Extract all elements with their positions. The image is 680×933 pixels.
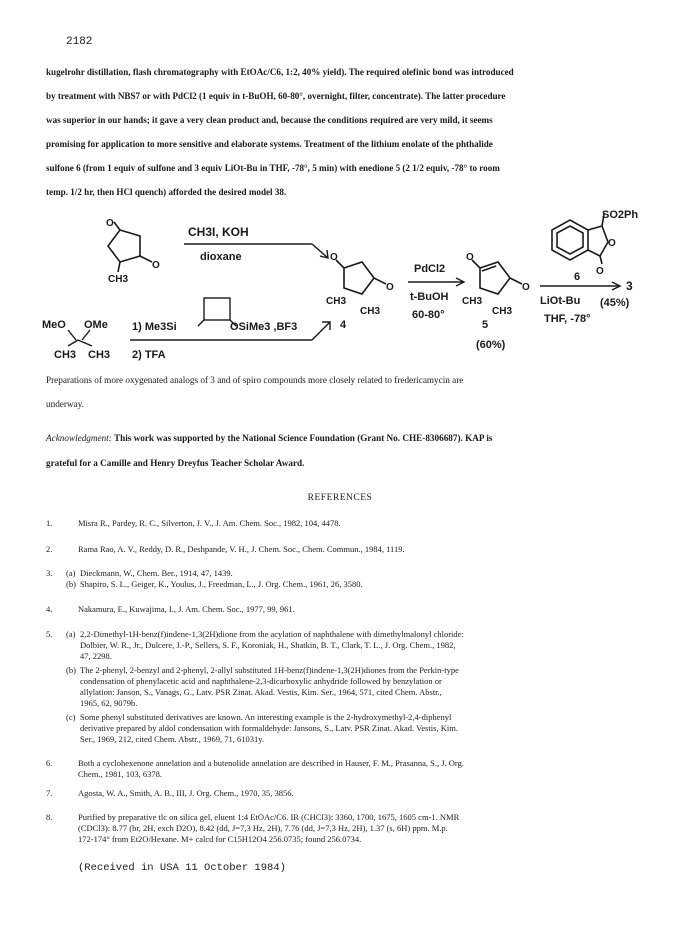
oxygen-label: O xyxy=(466,252,474,263)
compound-4-structure xyxy=(336,260,386,294)
methyl-label: CH3 xyxy=(88,349,111,361)
oxygen-label: O xyxy=(106,218,114,229)
compound-number: 6 xyxy=(574,271,581,283)
solvent-conditions: THF, -78° xyxy=(544,313,591,325)
reference-line: 2,2-Dimethyl-1H-benz(f)indene-1,3(2H)dione from the acylation of naphthalene with dimethylmalonyl chloride: xyxy=(80,629,464,639)
yield-label: (60%) xyxy=(476,339,506,351)
reference-line: 1965, 62, 9079b. xyxy=(80,698,138,708)
reference-line: Purified by preparative tlc on silica gel, eluent 1:4 EtOAc/C6. IR (CHCl3): 3360, 1700, 1675, 1605 cm-1. NMR xyxy=(78,812,460,822)
solvent-tbuoh: t-BuOH xyxy=(410,291,449,303)
reference-line: Some phenyl substituted derivatives are known. An interesting example is the 2-hydroxymethyl-2,4-diphenyl xyxy=(80,712,452,722)
paragraph-line: by treatment with NBS7 or with PdCl2 (1 equiv in t-BuOH, 60-80°, overnight, filter, concentrate). The latter procedure xyxy=(46,91,506,101)
reagent-liotbu: LiOt-Bu xyxy=(540,295,581,307)
acknowledgment-line: grateful for a Camille and Henry Dreyfus Teacher Scholar Award. xyxy=(46,458,305,468)
paragraph-line: promising for application to more sensitive and elaborate systems. Treatment of the lithium enolate of the phthalide xyxy=(46,139,493,149)
paragraph-line: was superior in our hands; it gave a very clean product and, because the conditions required are very mild, it seems xyxy=(46,115,493,125)
starting-dione-structure xyxy=(108,222,152,272)
acknowledgment xyxy=(46,426,638,476)
methyl-label: CH3 xyxy=(360,306,381,317)
reference-line: Chem., 1981, 103, 6378. xyxy=(78,769,163,779)
reference-number: 5. xyxy=(46,629,53,639)
reference-number: 8. xyxy=(46,812,53,822)
caption-line: Preparations of more oxygenated analogs of 3 and of spiro compounds more closely related to fredericamycin are xyxy=(46,375,464,385)
oxygen-label: O xyxy=(152,260,160,271)
reference-line: Rama Rao, A. V., Reddy, D. R., Deshpande, V. H., J. Chem. Soc., Chem. Commun., 1984, 1119. xyxy=(78,544,405,554)
reference-number: 7. xyxy=(46,788,53,798)
methyl-label: CH3 xyxy=(54,349,77,361)
solvent-dioxane: dioxane xyxy=(200,251,242,263)
reference-number: 6. xyxy=(46,758,53,768)
reaction-arrow-pdcl2 xyxy=(408,278,464,286)
oxygen-label: O xyxy=(608,238,616,249)
reagent-tfa: 2) TFA xyxy=(132,349,166,361)
reference-line: Dieckmann, W., Chem. Ber., 1914, 47, 1439. xyxy=(80,568,233,578)
compound-5-structure xyxy=(472,260,522,294)
reference-line: Shapiro, S. L., Geiger, K., Youlus, J., Freedman, L., J. Org. Chem., 1961, 26, 3580. xyxy=(80,579,363,589)
temperature-label: 60-80° xyxy=(412,309,445,321)
reference-number: 2. xyxy=(46,544,53,554)
paragraph-line: kugelrohr distillation, flash chromatography with EtOAc/C6, 1:2, 40% yield). The required olefinic bond was introduced xyxy=(46,67,514,77)
reference-line: Both a cyclohexenone annelation and a butenolide annelation are described in Hauser, F. M., Prasanna, S., J. Org. xyxy=(78,758,464,768)
yield-label: (45%) xyxy=(600,297,630,309)
paragraph-line: sulfone 6 (from 1 equiv of sulfone and 3 equiv LiOt-Bu in THF, -78°, 5 min) with enedione 5 (2 1/2 equiv, -78° to room xyxy=(46,163,500,173)
reference-number: 4. xyxy=(46,604,53,614)
product-number: 3 xyxy=(626,279,633,293)
oxygen-label: O xyxy=(330,252,338,263)
reference-sublabel: (b) xyxy=(66,665,76,675)
reference-sublabel: (c) xyxy=(66,712,76,722)
reference-number: 3. xyxy=(46,568,53,578)
methyl-label: CH3 xyxy=(326,296,347,307)
paragraph-line: temp. 1/2 hr, then HCl quench) afforded the desired model 38. xyxy=(46,187,287,197)
reference-line: Agosta, W. A., Smith, A. B., III, J. Org. Chem., 1970, 35, 3856. xyxy=(78,788,294,798)
methoxy-label: OMe xyxy=(84,319,108,331)
phthalide-sulfone-structure xyxy=(552,214,608,264)
oxygen-label: O xyxy=(596,266,604,277)
reference-line: Nakamura, E., Kuwajima, I., J. Am. Chem. Soc., 1977, 99, 961. xyxy=(78,604,295,614)
references-heading: REFERENCES xyxy=(307,493,373,503)
reaction-arrow-final xyxy=(540,282,620,290)
reagent-bf3: OSiMe3 ,BF3 xyxy=(230,321,298,333)
oxygen-label: O xyxy=(522,282,530,293)
methyl-label: CH3 xyxy=(108,274,129,285)
compound-number: 4 xyxy=(340,319,347,331)
page-number: 2182 xyxy=(66,36,93,48)
reference-line: Dolbier, W. R., Jr., Dulcere, J.-P., Sellers, S. F., Koroniak, H., Shatkin, B. T., Clark, T. L., J. Org. Chem., 1982, xyxy=(80,640,456,650)
reference-line: Ser., 1969, 212, cited Chem. Abstr., 1969, 71, 61031y. xyxy=(80,734,265,744)
reference-line: condensation of phenylacetic acid and naphthalene-2,3-dicarboxylic anhydride followed by benzylation or xyxy=(80,676,442,686)
body-paragraph xyxy=(46,60,638,204)
reference-sublabel: (a) xyxy=(66,568,76,578)
methyl-label: CH3 xyxy=(492,306,513,317)
reference-line: Misra R., Pardey, R. C., Silverton, J. V., J. Am. Chem. Soc., 1982, 104, 4478. xyxy=(78,518,341,528)
reaction-scheme xyxy=(40,209,650,366)
reagent-silyl-cyclobutene: 1) Me3Si xyxy=(132,321,177,333)
acknowledgment-label: Acknowledgment: xyxy=(46,433,112,443)
reference-line: allylation: Janson, S., Vanags, G., Latv. PSR Zinat. Akad. Vestis, Kim. Ser., 1964, 571, cited Chem. Abstr., xyxy=(80,687,442,697)
scheme-caption xyxy=(46,368,638,416)
received-date: (Received in USA 11 October 1984) xyxy=(78,862,286,874)
reference-sublabel: (a) xyxy=(66,629,76,639)
acknowledgment-text: This work was supported by the National Science Foundation (Grant No. CHE-8306687). KAP is xyxy=(111,433,493,443)
reference-line: The 2-phenyl, 2-benzyl and 2-phenyl, 2-allyl substituted 1H-benz(f)indene-1,3(2H)diones from the Perkin-type xyxy=(80,665,459,675)
methoxy-label: MeO xyxy=(42,319,66,331)
compound-number: 5 xyxy=(482,319,489,331)
acknowledgment-line xyxy=(46,426,638,451)
methyl-label: CH3 xyxy=(462,296,483,307)
reagent-methyl-iodide: CH3I, KOH xyxy=(188,225,249,239)
reference-sublabel: (b) xyxy=(66,579,76,589)
reference-line: 172-174° from Et2O/Hexane. M+ calcd for C15H12O4 256.0735; found 256.0734. xyxy=(78,834,362,844)
oxygen-label: O xyxy=(386,282,394,293)
reference-line: derivative prepared by aldol condensation with formaldehyde: Jansons, S., Latv. PSR Zinat. Akad. Vestis, Kim. xyxy=(80,723,458,733)
reference-line: (CDCl3): 8.77 (br, 2H, exch D2O), 8.42 (dd, J=7,3 Hz, 2H), 7.76 (dd, J=7,3 Hz, 2H), 1.37 (s, 6H) ppm. M.p. xyxy=(78,823,448,833)
reference-number: 1. xyxy=(46,518,53,528)
reference-line: 47, 2298. xyxy=(80,651,112,661)
caption-line: underway. xyxy=(46,399,84,409)
reagent-pdcl2: PdCl2 xyxy=(414,263,446,275)
sulfone-group-label: SO2Ph xyxy=(602,209,639,221)
ketal-structure xyxy=(68,330,92,346)
